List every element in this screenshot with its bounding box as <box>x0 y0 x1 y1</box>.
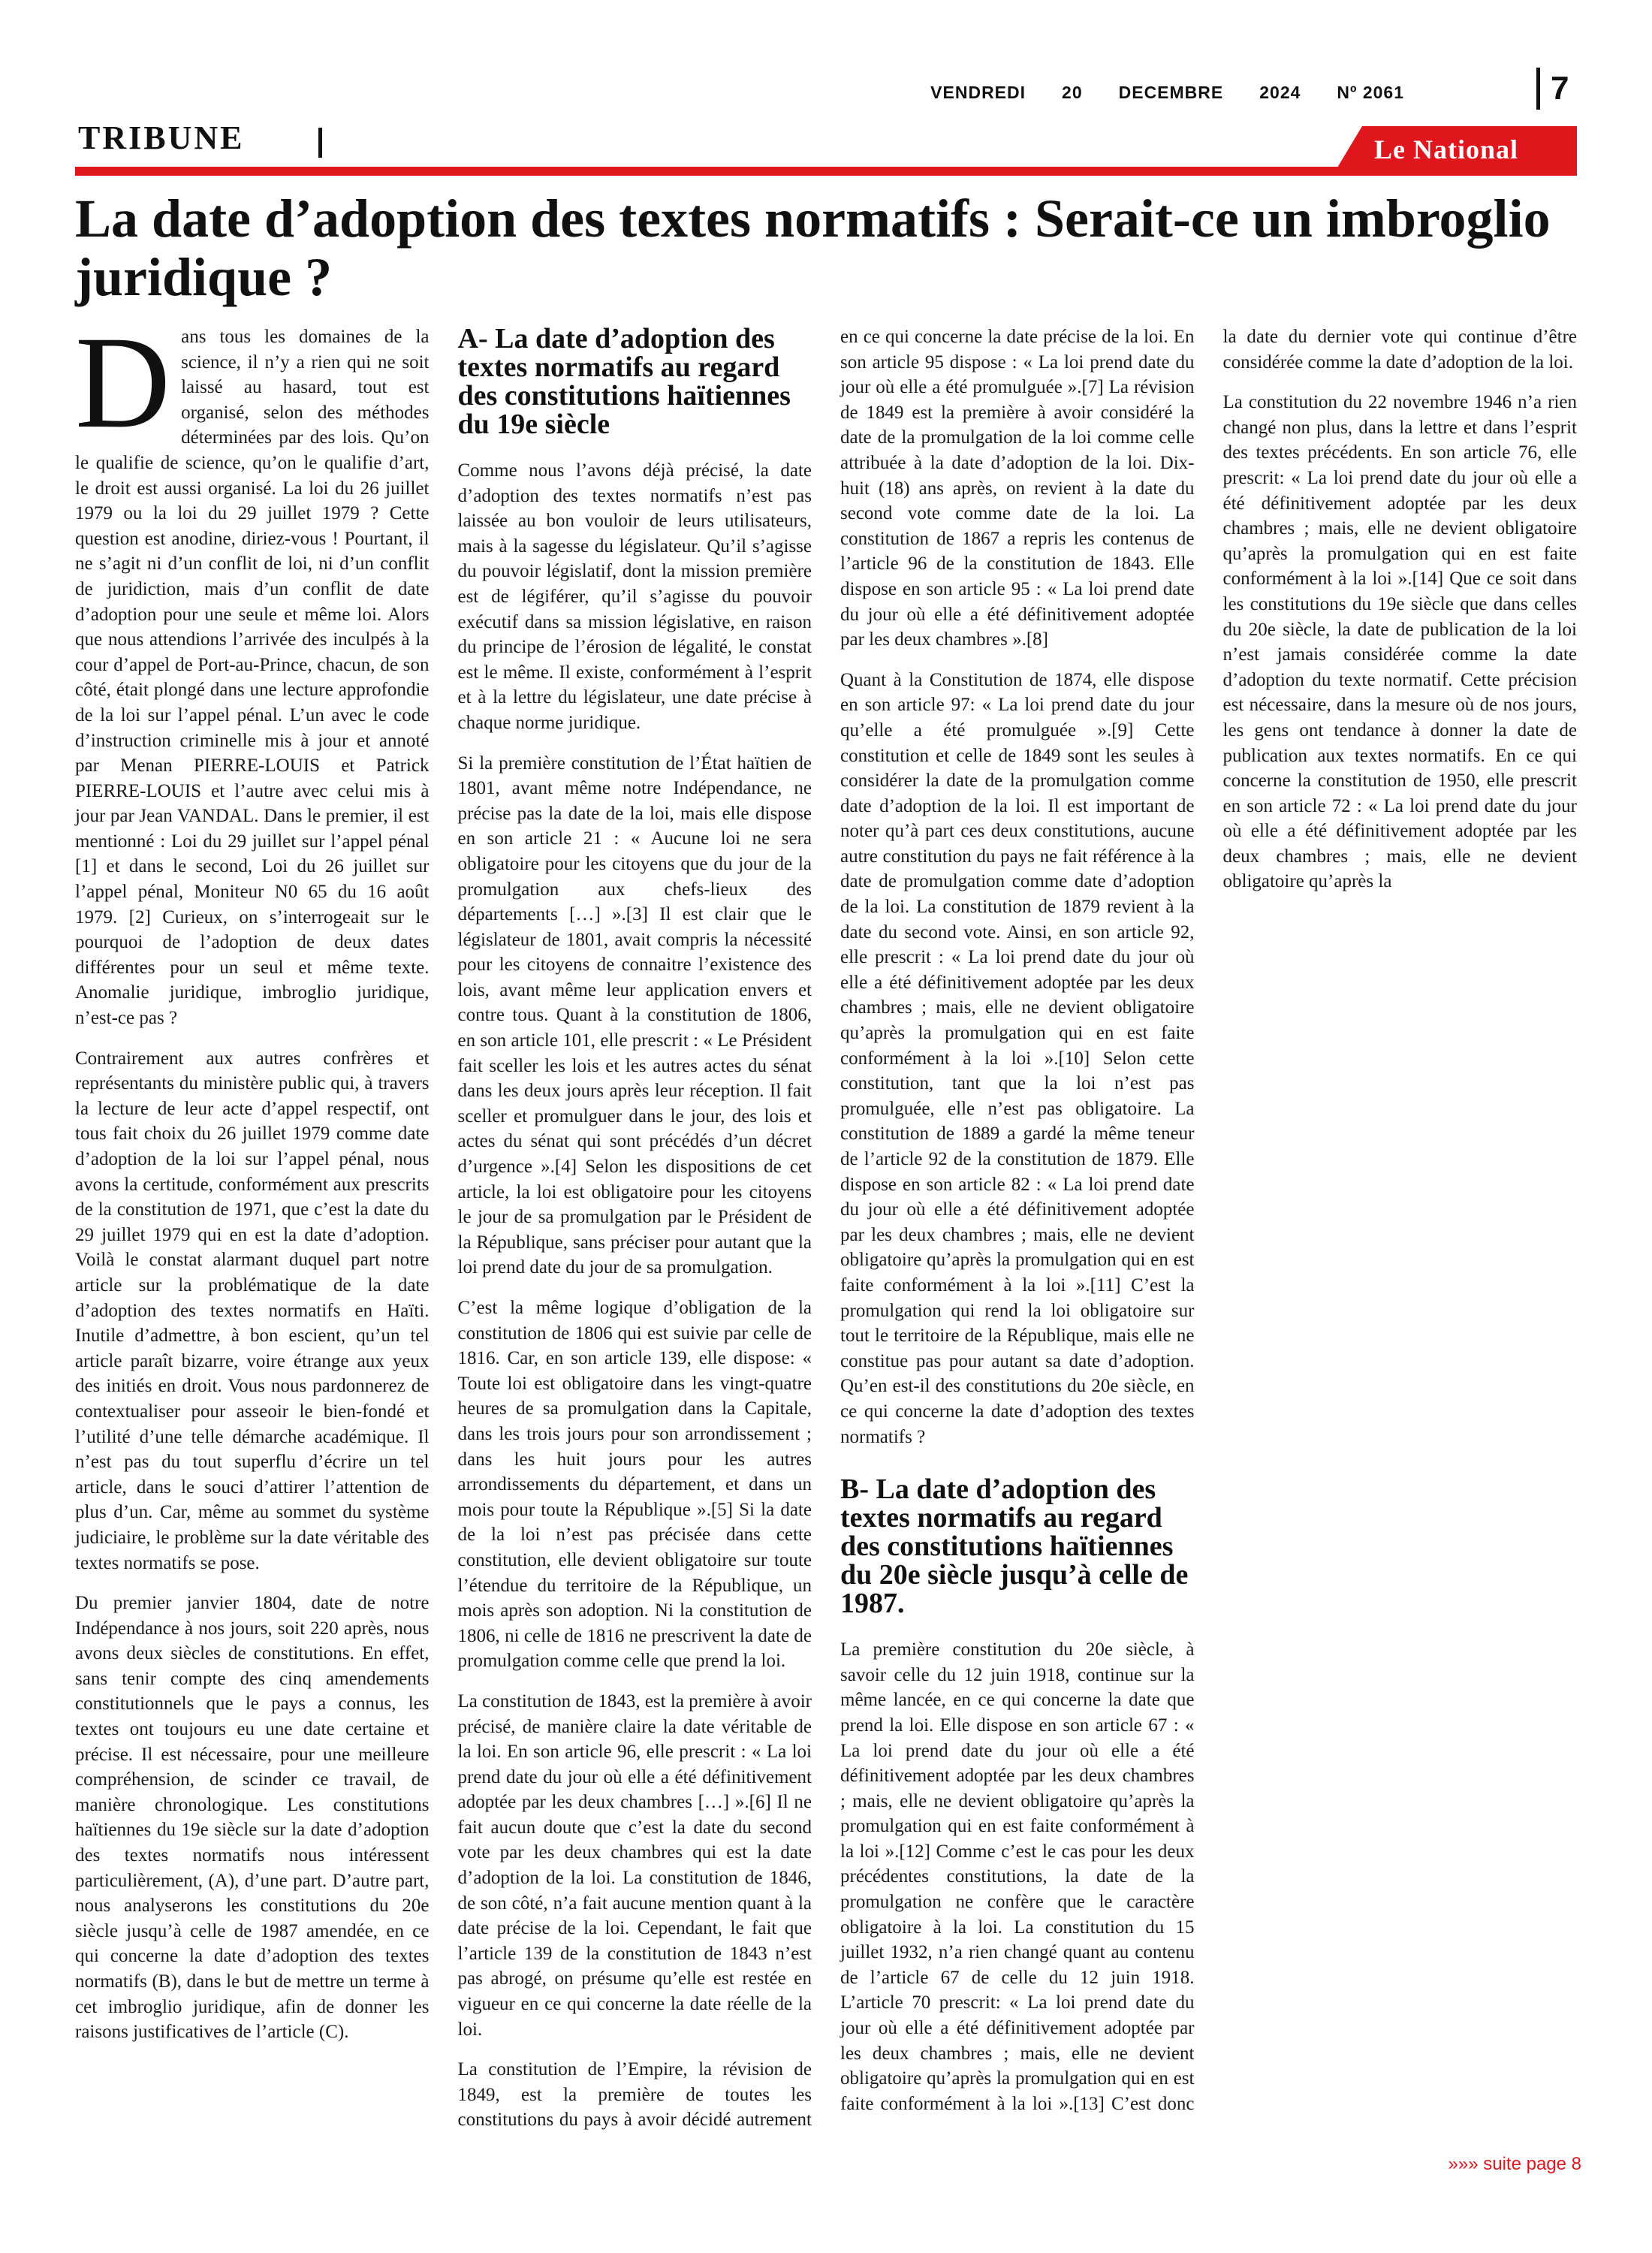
section-b-heading: B- La date d’adoption des textes normatifs au regard des constitutions haïtiennes du 20e siècle jusqu’à celle de 1987. <box>840 1473 1189 1620</box>
section-separator <box>318 128 322 158</box>
body-paragraph: La constitution du 22 novembre 1946 n’a rien changé non plus, dans la lettre et dans l’esprit des textes précédents. En son article 76, elle prescrit: « La loi prend date du jour où elle a été définitivement adoptée par les deux chambres ; mais, elle ne devient obligatoire qu’après la promulgation qui en est faite conformément à la loi ».[14] Que ce soit dans les constitutions du 19e siècle que dans celles du 20e siècle, la date de publication de la loi n’est jamais considérée comme la date d’adoption du texte normatif. Cette précision est nécessaire, dans la mesure où de nos jours, les gens ont tendance à donner la date de publication aux textes normatifs. En ce qui concerne la constitution de 1950, elle prescrit en son article 72 : « La loi prend date du jour où elle a été définitivement adoptée par les deux chambres ; mais, elle ne devient obligatoire qu’après la <box>1222 392 1577 892</box>
page-number: 7 <box>1536 68 1596 110</box>
issue-info <box>930 83 1404 103</box>
body-paragraph: Quant à la Constitution de 1874, elle dispose en son article 97: « La loi prend date du jour qu’elle a été promulguée ».[9] Cette constitution et celle de 1849 sont les seules à considérer la date de la promulgation comme date d’adoption de la loi. Il est important de noter qu’à part ces deux constitutions, aucune autre constitution du pays ne fait référence à la date de promulgation comme date d’adoption de la loi. La constitution de 1879 revient à la date du second vote. Ainsi, en son article 92, elle prescrit : « La loi prend date du jour où elle a été définitivement adoptée par les deux chambres ; mais, elle ne devient obligatoire qu’après la promulgation qui en est faite conformément à la loi ».[10] Selon cette constitution, tant que la loi n’est pas promulguée, elle n’est pas obligatoire. La constitution de 1889 a gardé la même teneur de l’article 92 de la constitution de 1879. Elle dispose en son article 82 : « La loi prend date du jour où elle a été définitivement adoptée par les deux chambres ; mais, elle ne devient obligatoire qu’après la promulgation qui en est faite conformément à la loi ».[11] C’est la promulgation qui rend la loi obligatoire sur tout le territoire de la République, mais elle ne constitue pas pour autant sa date d’adoption. Qu’en est-il des constitutions du 20e siècle, en ce qui concerne la date d’adoption des textes normatifs ? <box>840 669 1195 1447</box>
article-body <box>75 309 1577 2136</box>
newspaper-brand: Le National <box>1374 134 1519 164</box>
body-paragraph: C’est la même logique d’obligation de la constitution de 1806 qui est suivie par celle de 1816. Car, en son article 139, elle dispose: « Toute loi est obligatoire dans les vingt-quatre heures de sa promulgation dans la Capitale, dans les trois jours pour son arrondissement ; dans les huit jours pour les autres arrondissements du département, et dans un mois pour toute la République ».[5] Si la date de la loi n’est pas précisée dans cette constitution, elle devient obligatoire sur toute l’étendue du territoire de la République, un mois après son adoption. Ni la constitution de 1806, ni celle de 1816 ne prescrivent la date de promulgation comme celle que prend la loi. <box>457 1298 812 1672</box>
issue-day: VENDREDI <box>930 83 1026 102</box>
body-paragraph: Du premier janvier 1804, date de notre Indépendance à nos jours, soit 220 après, nous avons deux siècles de constitutions. En effet, sans tenir compte des cinq amendements constitutionnels que le pays a connus, les textes ont toujours eu une date certaine et précise. Il est nécessaire, pour une meilleure compréhension, de scinder ce travail, de manière chronologique. Les constitutions haïtiennes du 19e siècle sur la date d’adoption des textes normatifs nous intéressent particulièrement, (A), d’une part. D’autre part, nous analyserons les constitutions du 20e siècle jusqu’à celle de 1987 amendée, en ce qui concerne la date d’adoption des textes normatifs (B), dans le but de mettre un terme à cet imbroglio juridique, afin de donner les raisons justificatives de l’article (C). <box>75 1593 430 2043</box>
article-title: La date d’adoption des textes normatifs : Serait-ce un imbroglio juridique ? <box>75 189 1551 307</box>
intro-paragraph: Dans tous les domaines de la science, il n’y a rien qui ne soit laissé au hasard, tout est organisé, selon des méthodes déterminées par des lois. Qu’on le qualifie de science, qu’on le qualifie d’art, le droit est aussi organisé. La loi du 26 juillet 1979 ou la loi du 29 juillet 1979 ? Cette question est anodine, diriez-vous ! Pourtant, il ne s’agit ni d’un conflit de loi, ni d’un conflit de juridiction, mais d’un conflit de date d’adoption pour une seule et même loi. Alors que nous attendions l’arrivée des inculpés à la cour d’appel de Port-au-Prince, chacun, de son côté, était plongé dans une lecture approfondie de la loi sur l’appel pénal. L’un avec le code d’instruction criminelle mis à jour et annoté par Menan PIERRE-LOUIS et Patrick PIERRE-LOUIS et l’autre avec celui mis à jour par Jean VANDAL. Dans le premier, il est mentionné : Loi du 29 juillet sur l’appel pénal [1] et dans le second, Loi du 26 juillet sur l’appel pénal, Moniteur N0 65 du 16 août 1979. [2] Curieux, on s’interrogeait sur le pourquoi de l’adoption de deux dates différentes pour un seul et même texte. Anomalie juridique, imbroglio juridique, n’est-ce pas ? <box>75 309 430 1029</box>
body-paragraph: Contrairement aux autres confrères et représentants du ministère public qui, à travers la lecture de leur acte d’appel respectif, ont tous fait choix du 26 juillet 1979 comme date d’adoption de la loi sur l’appel pénal, nous avons la certitude, conformément aux prescrits de la constitution de 1971, que c’est la date du 29 juillet 1979 qui en est la date d’adoption. Voilà le constat alarmant duquel part notre article sur la problématique de la date d’adoption des textes normatifs en Haïti. Inutile d’admettre, à bon escient, qu’un tel article paraît bizarre, voire étrange aux yeux des initiés en droit. Vous nous pardonnerez de contextualiser pour asseoir le bien-fondé et l’utilité d’une telle démarche académique. Il n’est pas du tout superflu d’écrire un tel article, dans le souci d’attirer l’attention de plus d’un. Car, même au sommet du système judiciaire, le problème sur la date véritable des textes normatifs se pose. <box>75 1048 430 1573</box>
body-paragraph: La première constitution du 20e siècle, à savoir celle du 12 juin 1918, continue sur la même lancée, en ce qui concerne la date que prend la loi. Elle dispose en son article 67 : « La loi prend date du jour où elle a été définitivement adoptée par les deux chambres ; mais, elle ne devient obligatoire qu’après la promulgation qui en est faite conformément à la loi ».[12] Comme c’est le cas pour les deux précédentes constitutions, la date de la promulgation ne confère que le caractère obligatoire à la loi. La constitution du 15 juillet 1932, n’a rien changé quant au contenu de l’article 67 de celle du 12 juin 1918. L’article 70 prescrit: « La loi prend date du jour où elle a été définitivement adoptée par les deux chambres ; mais, elle ne devient obligatoire qu’après la promulgation qui en est faite conformément à la loi ».[13] C’est donc la date du dernier vote qui continue d’être considérée comme la date d’adoption de la loi. <box>840 327 1577 2114</box>
body-paragraph: Comme nous l’avons déjà précisé, la date d’adoption des textes normatifs n’est pas laissée au bon vouloir de leurs utilisateurs, mais à la sagesse du législateur. Qu’il s’agisse du pouvoir législatif, dont la mission première est de légiférer, qu’il s’agisse du pouvoir exécutif dans sa mission législative, en raison du principe de l’érosion de légalité, le constat est le même. Il existe, conformément à l’esprit et à la lettre du législateur, une date précise à chaque norme juridique. <box>457 460 812 733</box>
issue-date: 20 <box>1062 83 1083 102</box>
body-paragraph: La constitution de l’Empire, la révision de 1849, est la première de toutes les constitutions du pays à avoir décidé autrement en ce qui concerne la date précise de la loi. En son article 95 dispose : « La loi prend date du jour où elle a été promulguée ».[7] La révision de 1849 est la première à avoir considéré la date de la promulgation de la loi comme celle attribuée à la date d’adoption de la loi. Dix-huit (18) ans après, on revient à la date du second vote comme date de la loi. La constitution de 1867 a repris les contenus de l’article 96 de la constitution de 1843. Elle dispose en son article 95 : « La loi prend date du jour où elle a été définitivement adoptée par les deux chambres ».[8] <box>457 327 1195 2131</box>
section-a-heading: A- La date d’adoption des textes normatifs au regard des constitutions haïtiennes du 19e siècle <box>457 323 791 440</box>
body-paragraph: La constitution de 1843, est la première à avoir précisé, de manière claire la date véritable de la loi. En son article 96, elle prescrit : « La loi prend date du jour où elle a été définitivement adoptée par les deux chambres […] ».[6] Il ne fait aucun doute que c’est la date du second vote par les deux chambres qui est la date d’adoption de la loi. La constitution de 1846, de son côté, n’a fait aucune mention quant à la date précise de la loi. Cependant, le fait que l’article 139 de la constitution de 1843 n’est pas abrogé, on présume qu’elle est restée en vigueur en ce qui concerne la date réelle de la loi. <box>457 1691 812 2040</box>
issue-year: 2024 <box>1259 83 1301 102</box>
body-paragraph: Si la première constitution de l’État haïtien de 1801, avant même notre Indépendance, ne précise pas la date de la loi, mais elle dispose en son article 21 : « Aucune loi ne sera obligatoire pour les citoyens que du jour de la promulgation aux chefs-lieux des départements […] ».[3] Il est clair que le législateur de 1801, avait compris la nécessité pour les citoyens de connaitre l’existence des lois, avant même leur application envers et contre tous. Quant à la constitution de 1806, en son article 101, elle prescrit : « Le Président fait sceller les lois et les autres actes du sénat dans les deux jours après leur réception. Il fait sceller et promulguer dans le jour, des lois et actes du sénat qui sont précédés d’un décret d’urgence ».[4] Selon les dispositions de cet article, la loi est obligatoire pour les citoyens le jour de sa promulgation par le Président de la République, sans préciser pour autant que la loi prend date du jour de sa promulgation. <box>457 753 812 1278</box>
issue-month: DECEMBRE <box>1118 83 1224 102</box>
issue-number: Nº 2061 <box>1337 83 1404 102</box>
section-label: TRIBUNE <box>78 119 245 156</box>
continued-link[interactable]: »»» suite page 8 <box>1448 2154 1581 2174</box>
